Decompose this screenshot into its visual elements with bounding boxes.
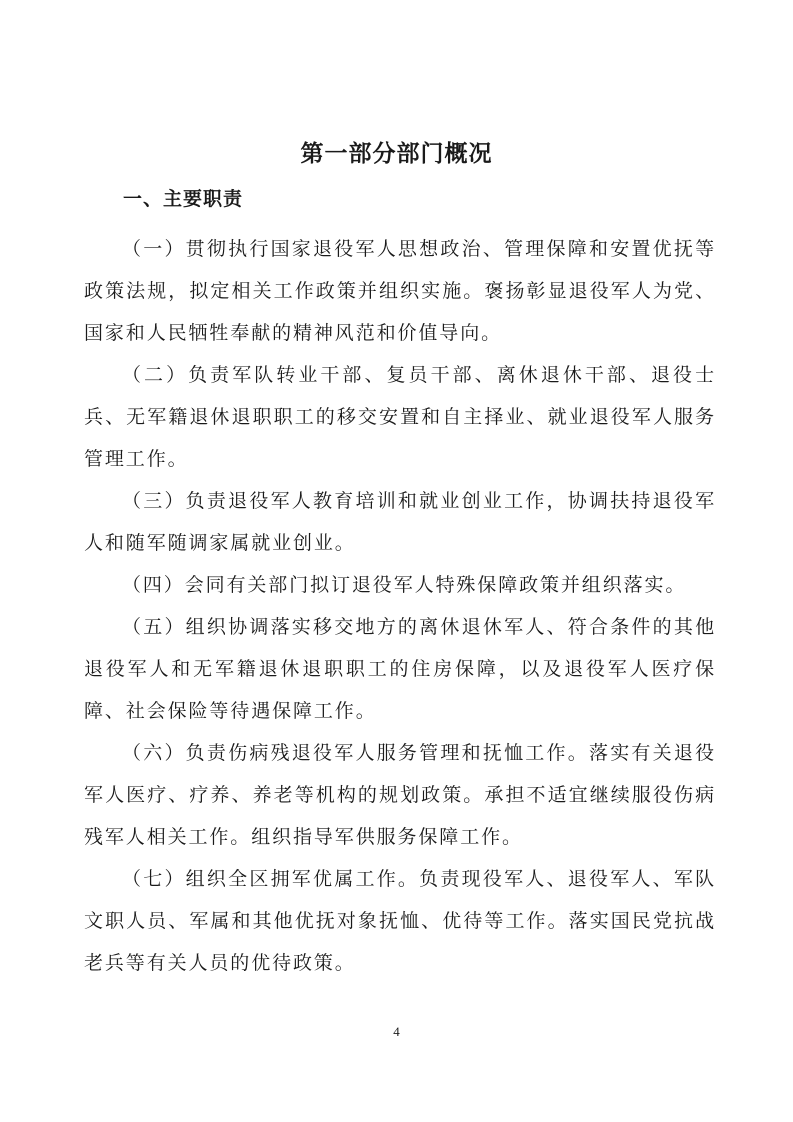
paragraph-6: （六）负责伤病残退役军人服务管理和抚恤工作。落实有关退役军人医疗、疗养、养老等机构的规划政策。承担不适宜继续服役伤病残军人相关工作。组织指导军供服务保障工作。 — [84, 742, 716, 848]
page-number: 4 — [393, 1024, 400, 1039]
paragraph-5: （五）组织协调落实移交地方的离休退休军人、符合条件的其他退役军人和无军籍退休退职职工的住房保障，以及退役军人医疗保障、社会保险等待遇保障工作。 — [84, 616, 716, 722]
paragraph-4: （四）会同有关部门拟订退役军人特殊保障政策并组织落实。 — [122, 574, 687, 596]
paragraph-2: （二）负责军队转业干部、复员干部、离休退休干部、退役士兵、无军籍退休退职职工的移交安置和自主择业、就业退役军人服务管理工作。 — [84, 364, 716, 470]
document-body — [84, 228, 716, 984]
section-heading: 一、主要职责 — [123, 188, 244, 210]
page-title: 第一部分部门概况 — [300, 141, 493, 167]
paragraph-3: （三）负责退役军人教育培训和就业创业工作，协调扶持退役军人和随军随调家属就业创业。 — [84, 490, 716, 554]
paragraph-1: （一）贯彻执行国家退役军人思想政治、管理保障和安置优抚等政策法规，拟定相关工作政策并组织实施。褒扬彰显退役军人为党、国家和人民牺牲奉献的精神风范和价值导向。 — [84, 238, 716, 344]
paragraph-7: （七）组织全区拥军优属工作。负责现役军人、退役军人、军队文职人员、军属和其他优抚对象抚恤、优待等工作。落实国民党抗战老兵等有关人员的优待政策。 — [84, 868, 716, 974]
